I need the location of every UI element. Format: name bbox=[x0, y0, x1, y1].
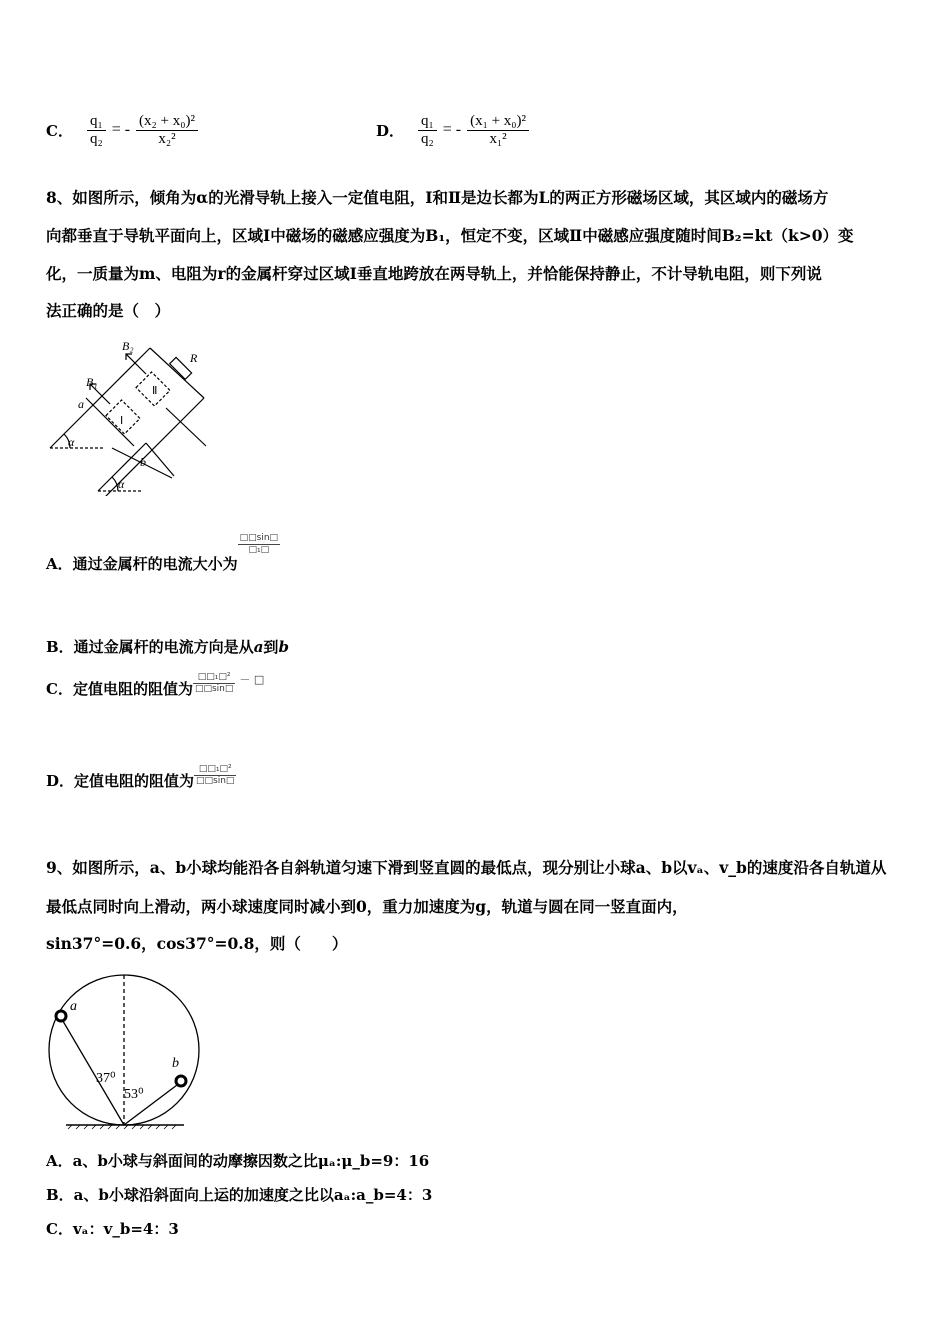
q8-d-formula-num: □□₁□² bbox=[194, 764, 236, 776]
q8-label-a: a bbox=[78, 397, 84, 411]
q9-label-angle-53: 53⁰ bbox=[124, 1087, 144, 1102]
q9-ball-a bbox=[56, 1011, 66, 1021]
q7-d-rhs-num: (x₁ + x₀)² bbox=[467, 113, 529, 131]
q8-option-a-text: A．通过金属杆的电流大小为 bbox=[46, 555, 238, 573]
q7-c-lhs-den: q₂ bbox=[89, 130, 103, 147]
q8-label-alpha-1: α bbox=[68, 435, 75, 449]
q8-stem-line-3: 化，一质量为m、电阻为r的金属杆穿过区域Ⅰ垂直地跨放在两导轨上，并恰能保持静止，不计导轨电阻，则下列说 bbox=[46, 264, 822, 283]
q7-option-c-lhs bbox=[87, 113, 106, 148]
q8-option-b-var-a: a bbox=[253, 638, 264, 656]
q8-d-formula-den: □□sin□ bbox=[196, 776, 235, 786]
q8-label-r: R bbox=[190, 351, 198, 365]
q9-option-c: C．vₐ：v_b=4：3 bbox=[46, 1220, 179, 1238]
q9-figure bbox=[44, 968, 204, 1130]
q9-ball-b bbox=[176, 1076, 186, 1086]
q8-option-a-formula bbox=[238, 533, 280, 556]
q8-option-c-tail: － □ bbox=[239, 673, 265, 686]
q8-label-b1: B₁ bbox=[86, 375, 98, 389]
q8-stem-line-4: 法正确的是（ ） bbox=[46, 301, 171, 320]
q7-c-eq: = - bbox=[111, 121, 131, 138]
q7-d-lhs-den: q₂ bbox=[421, 130, 434, 147]
q8-label-region-2: Ⅱ bbox=[152, 385, 158, 397]
q8-stem-line-1: 8、如图所示，倾角为α的光滑导轨上接入一定值电阻，Ⅰ和Ⅱ是边长都为L的两正方形磁场区域，其区域内的磁场方 bbox=[46, 188, 829, 207]
q8-label-alpha-2: α bbox=[118, 477, 125, 491]
q8-option-d-formula bbox=[194, 764, 236, 787]
q7-c-rhs-num: (x₂ + x₀)² bbox=[136, 113, 198, 131]
q7-option-c-label: C． bbox=[46, 121, 73, 140]
q8-rail-right-ext bbox=[166, 408, 206, 446]
q9-option-b: B．a、b小球沿斜面向上运的加速度之比以aₐ:a_b=4：3 bbox=[46, 1186, 433, 1204]
q8-option-b bbox=[46, 636, 289, 657]
q7-option-c-rhs bbox=[136, 113, 198, 148]
q8-option-b-text: B．通过金属杆的电流方向是从 bbox=[46, 638, 254, 656]
q7-option-c bbox=[46, 100, 198, 160]
q7-option-d bbox=[376, 100, 529, 160]
q7-d-lhs-num: q₁ bbox=[418, 113, 437, 131]
q8-option-d-text: D．定值电阻的阻值为 bbox=[46, 772, 195, 790]
q8-a-formula-den: □₁□ bbox=[248, 545, 270, 555]
q8-c-formula-den: □□sin□ bbox=[194, 684, 234, 694]
q8-label-region-1: Ⅰ bbox=[120, 415, 124, 427]
q8-option-d bbox=[46, 764, 236, 793]
q8-label-b: b bbox=[140, 455, 146, 469]
q8-a-formula-num: □□sin□ bbox=[239, 533, 279, 543]
q8-option-b-var-b: b bbox=[278, 638, 289, 656]
q8-option-c-formula bbox=[193, 672, 235, 695]
q7-option-d-label: D． bbox=[376, 121, 405, 140]
q9-label-b: b bbox=[172, 1056, 179, 1071]
q8-option-b-mid: 到 bbox=[263, 638, 279, 656]
q8-option-c-text: C．定值电阻的阻值为 bbox=[46, 680, 193, 698]
q9-stem-line-2: 最低点同时向上滑动，两小球速度同时减小到0，重力加速度为g，轨道与圆在同一竖直面内， bbox=[46, 897, 688, 916]
q8-stem-line-2: 向都垂直于导轨平面向上，区域Ⅰ中磁场的磁感应强度为B₁，恒定不变，区域Ⅱ中磁感应强度随时间B₂=kt（k>0）变 bbox=[46, 226, 854, 245]
q9-stem-line-3: sin37°=0.6，cos37°=0.8，则（ ） bbox=[46, 934, 348, 953]
q9-label-angle-37: 37⁰ bbox=[96, 1071, 116, 1086]
q8-rail-lower-b bbox=[146, 443, 174, 476]
q8-option-c bbox=[46, 672, 265, 701]
q7-d-rhs-den: x₁² bbox=[489, 130, 507, 147]
q8-c-formula-num: □□₁□² bbox=[193, 672, 235, 684]
q8-figure bbox=[46, 336, 216, 496]
q7-option-d-rhs bbox=[467, 113, 529, 148]
q9-stem-line-1: 9、如图所示，a、b小球均能沿各自斜轨道匀速下滑到竖直圆的最低点，现分别让小球a、b以vₐ、v_b的速度沿各自轨道从 bbox=[46, 858, 887, 877]
q7-c-lhs-num: q₁ bbox=[87, 113, 106, 131]
q9-label-a: a bbox=[70, 999, 77, 1014]
q9-option-a: A．a、b小球与斜面间的动摩擦因数之比μₐ:μ_b=9：16 bbox=[46, 1152, 430, 1170]
q7-option-d-lhs bbox=[418, 113, 437, 148]
q8-option-a bbox=[46, 520, 280, 580]
q8-b2-arrow bbox=[126, 354, 146, 374]
q7-c-rhs-den: x₂² bbox=[158, 130, 176, 147]
q8-label-b2: B₂ bbox=[122, 339, 134, 353]
q8-metal-rod bbox=[86, 398, 134, 446]
q7-d-eq: = - bbox=[442, 121, 462, 138]
